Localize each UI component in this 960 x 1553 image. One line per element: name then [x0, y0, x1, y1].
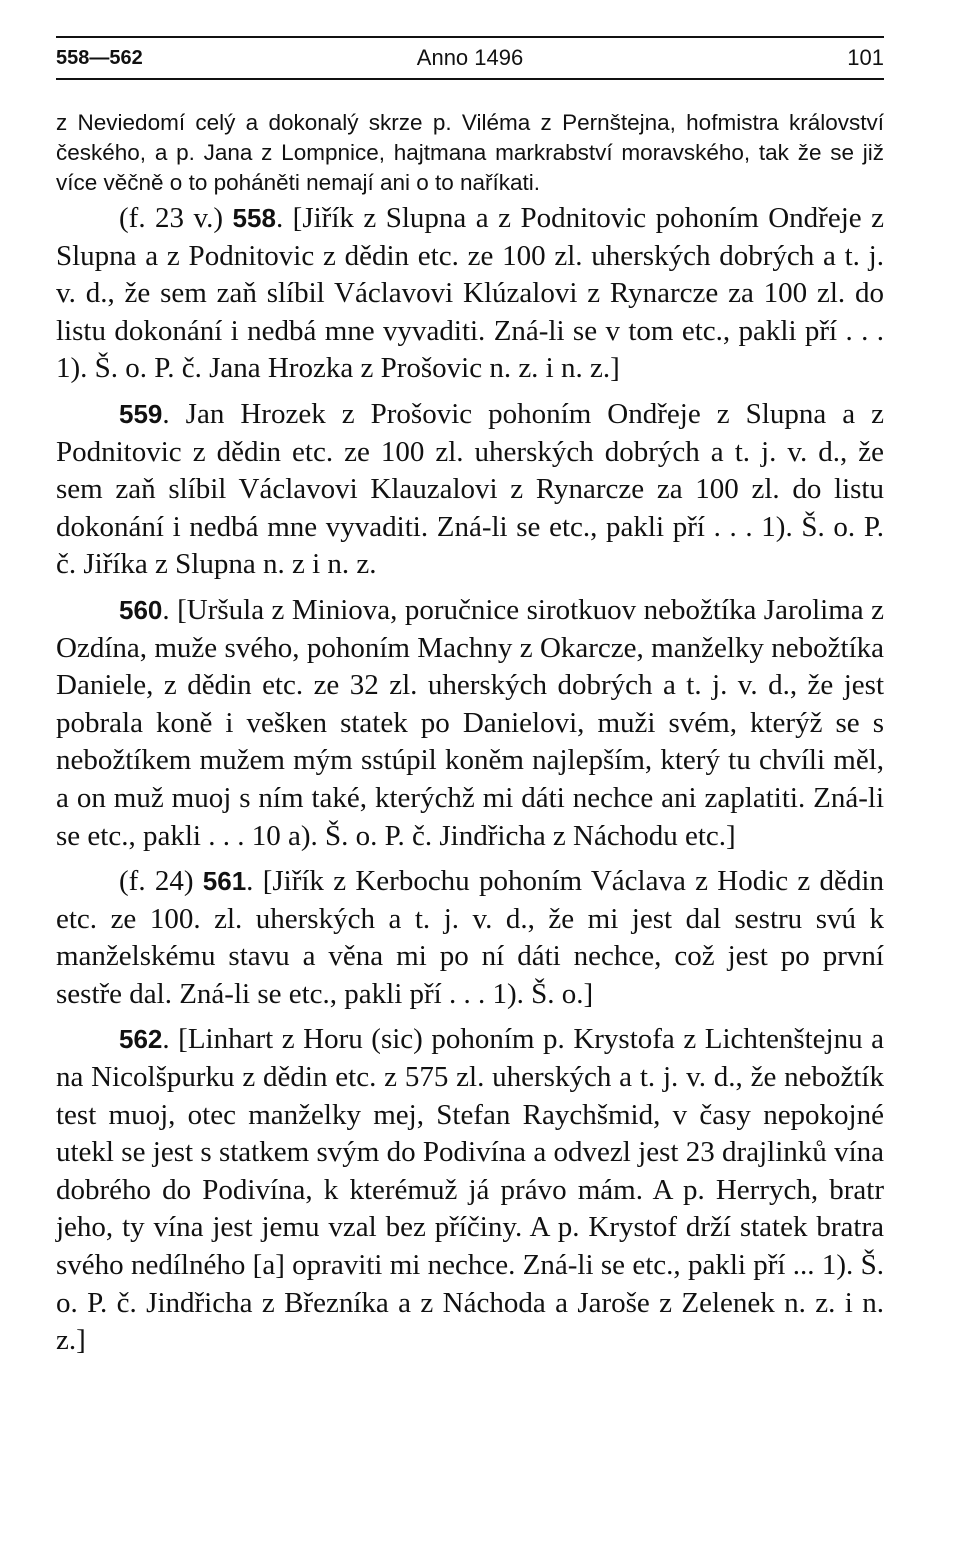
entry-text: . [Linhart z Horu (sic) pohoním p. Krystofa z Lichtenštejnu a na Nicolšpurku z dědin etc. z 575 zl. uherských a t. j. v. d., že nebožtík test muoj, otec manželky mej, Stefan Raychšmid, v časy nepokojné utekl se jest s statkem svým do Podivína a odvezl jest 23 drajlinků vína dobrého do Podivína, k kterémuž já právo mám. A p. Herrych, bratr jeho, ty vína jest jemu vzal bez příčiny. A p. Krystof drží statek bratra svého nedílného [a] opraviti mi nechce. Zná-li se etc., pakli pří ... 1). Š. o. P. č. Jindřicha z Březníka a z Náchoda a Jaroše z Zelenek n. z. i n. z.]	[56, 1023, 884, 1357]
entry-number: 559	[119, 398, 163, 429]
entry-562	[56, 1021, 884, 1359]
entry-number: 560	[119, 594, 163, 625]
continued-paragraph: z Neviedomí celý a dokonalý skrze p. Viléma z Pernštejna, hofmistra království českého, a p. Jana z Lompnice, hajtmana markrabství moravského, tak že se již více věčně o to poháněti nemají ani o to naříkati.	[56, 110, 884, 195]
entry-560	[56, 592, 884, 855]
entry-text: . Jan Hrozek z Prošovic pohoním Ondřeje z Slupna a z Podnitovic z dědin etc. ze 100 zl. uherských dobrých a t. j. v. d., že sem zaň slíbil Václavovi Klauzalovi z Rynarcze za 100 zl. do listu dokonání i nedbá mne vyvaditi. Zná-li se etc., pakli pří . . . 1). Š. o. P. č. Jiříka z Slupna n. z i n. z.	[56, 397, 884, 581]
entry-number: 561	[202, 866, 247, 897]
entry-text: . [Uršula z Miniova, poručnice sirotkuov nebožtíka Jarolima z Ozdína, muže svého, pohoním Machny z Okarcze, manželky nebožtíka Daniele, z dědin etc. ze 32 zl. uherských dobrých a t. j. v. d., že jest pobrala koně i vešken statek po Danielovi, muži svém, kterýž se s nebožtíkem mužem mým sstúpil koněm najlepším, který tu chvíli měl, a on muž muoj s ním také, kterýchž mi dáti nechce ani zaplatiti. Zná-li se etc., pakli . . . 10 a). Š. o. P. č. Jindřicha z Náchodu etc.]	[56, 593, 884, 852]
entry-text: . [Jiřík z Kerbochu pohoním Václava z Hodic z dědin etc. ze 100. zl. uherských a t. j. v. d., že mi jest dal sestru svú k manželskému stavu a věna mi po ní dáti nechce, což jest po první sestře dal. Zná-li se etc., pakli pří . . . 1). Š. o.]	[56, 865, 884, 1010]
entries	[56, 200, 884, 1360]
page-title: Anno 1496	[416, 45, 524, 70]
entry-561	[56, 863, 884, 1013]
entry-text: . [Jiřík z Slupna a z Podnitovic pohoním Ondřeje z Slupna a z Podnitovic z dědin etc. ze 100 zl. uherských dobrých a t. j. v. d., že sem zaň slíbil Václavovi Klúzalovi z Rynarcze za 100 zl. do listu dokonání i nedbá mne vyvaditi. Zná-li se v tom etc., pakli pří . . . 1). Š. o. P. č. Jana Hrozka z Prošovic n. z. i n. z.]	[56, 202, 884, 385]
entry-number: 558	[232, 203, 276, 233]
entry-number: 562	[119, 1024, 163, 1055]
entry-558	[56, 200, 884, 388]
page-number: 101	[847, 45, 884, 70]
folio-ref: (f. 24)	[119, 865, 203, 898]
folio-ref: (f. 23 v.)	[119, 202, 233, 234]
entry-559	[56, 396, 884, 584]
entry-range: 558—562	[56, 46, 143, 69]
running-header	[56, 36, 884, 80]
